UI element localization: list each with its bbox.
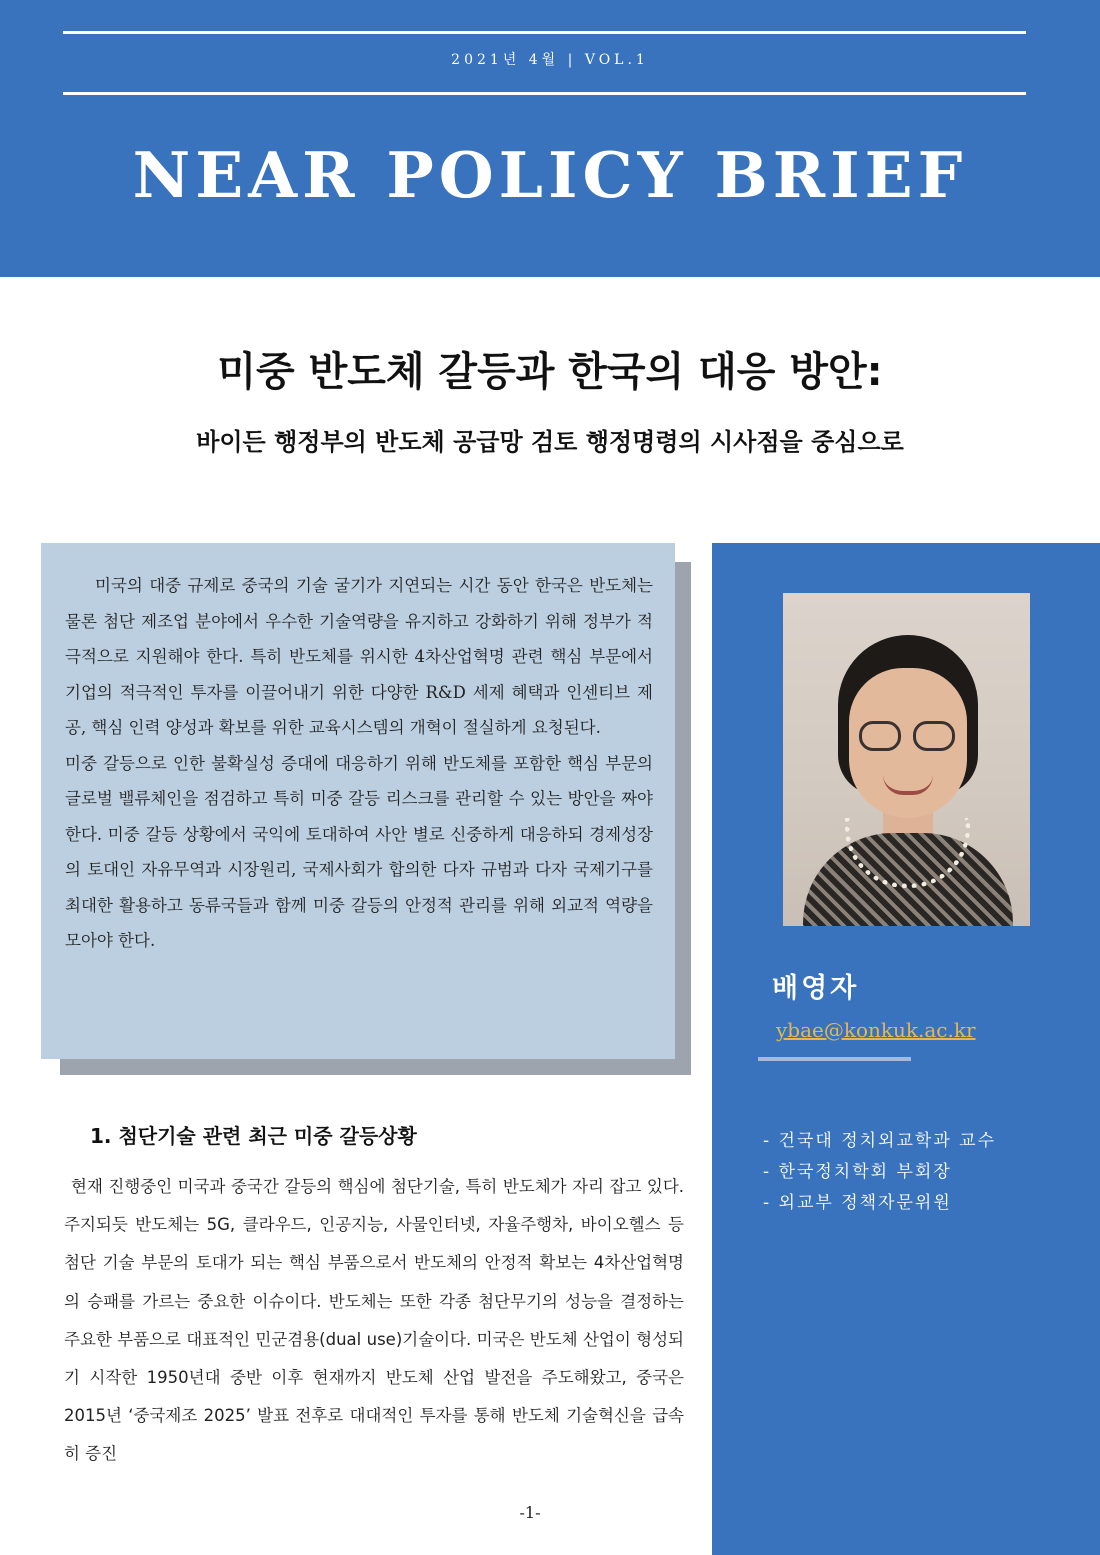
header-banner xyxy=(0,0,1100,277)
summary-box xyxy=(41,543,675,1059)
author-name: 배영자 xyxy=(772,973,860,1004)
author-photo xyxy=(783,593,1030,926)
section-heading: 1. 첨단기술 관련 최근 미중 갈등상황 xyxy=(90,1124,417,1148)
summary-paragraph-2: 미중 갈등으로 인한 불확실성 증대에 대응하기 위해 반도체를 포함한 핵심 부문의 글로벌 밸류체인을 점검하고 특히 미중 갈등 리스크를 관리할 수 있는 방안을 짜야 한다. 미중 갈등 상황에서 국익에 토대하여 사안 별로 신중하게 대응하되 경제성장의 토대인 자유무역과 시장원리, 국제사회가 합의한 다자 규범과 다자 국제기구를 최대한 활용하고 동류국들과 함께 미중 갈등의 안정적 관리를 위해 외교적 역량을 모아야 한다. xyxy=(65,753,653,950)
brief-subtitle: 바이든 행정부의 반도체 공급망 검토 행정명령의 시사점을 중심으로 xyxy=(196,428,904,456)
header-bottom-rule xyxy=(63,92,1026,95)
email-divider xyxy=(758,1057,911,1061)
role-item: - 외교부 정책자문위원 xyxy=(763,1193,952,1213)
role-item: - 한국정치학회 부회장 xyxy=(763,1162,952,1182)
summary-paragraph-1: 미국의 대중 규제로 중국의 기술 굴기가 지연되는 시간 동안 한국은 반도체는 물론 첨단 제조업 분야에서 우수한 기술역량을 유지하고 강화하기 위해 정부가 적극적으로 지원해야 한다. 특히 반도체를 위시한 4차산업혁명 관련 핵심 부문에서 기업의 적극적인 투자를 이끌어내기 위한 다양한 R&D 세제 혜택과 인센티브 제공, 핵심 인력 양성과 확보를 위한 교육시스템의 개혁이 절실하게 요청된다. xyxy=(65,576,653,737)
author-email-link[interactable]: ybae@konkuk.ac.kr xyxy=(776,1018,976,1042)
portrait-glasses-right xyxy=(913,721,955,751)
issue-date: 2021년 4월 | VOL.1 xyxy=(451,52,649,68)
page-number: -1- xyxy=(519,1503,541,1522)
role-item: - 건국대 정치외교학과 교수 xyxy=(763,1131,996,1151)
author-roles xyxy=(763,1126,996,1219)
portrait-glasses-left xyxy=(859,721,901,751)
brief-title: 미중 반도체 갈등과 한국의 대응 방안: xyxy=(217,349,883,395)
header-top-rule xyxy=(63,31,1026,34)
publication-title: NEAR POLICY BRIEF xyxy=(132,138,968,212)
section-body: 현재 진행중인 미국과 중국간 갈등의 핵심에 첨단기술, 특히 반도체가 자리 잡고 있다. 주지되듯 반도체는 5G, 클라우드, 인공지능, 사물인터넷, 자율주행차, 바이오헬스 등 첨단 기술 부문의 토대가 되는 핵심 부품으로서 반도체의 안정적 확보는 4차산업혁명의 승패를 가르는 중요한 이슈이다. 반도체는 또한 각종 첨단무기의 성능을 결정하는 주요한 부품으로 대표적인 민군겸용(dual use)기술이다. 미국은 반도체 산업이 형성되기 시작한 1950년대 중반 이후 현재까지 반도체 산업 발전을 주도해왔고, 중국은 2015년 ‘중국제조 2025’ 발표 전후로 대대적인 투자를 통해 반도체 기술혁신을 급속히 증진 xyxy=(64,1177,684,1464)
